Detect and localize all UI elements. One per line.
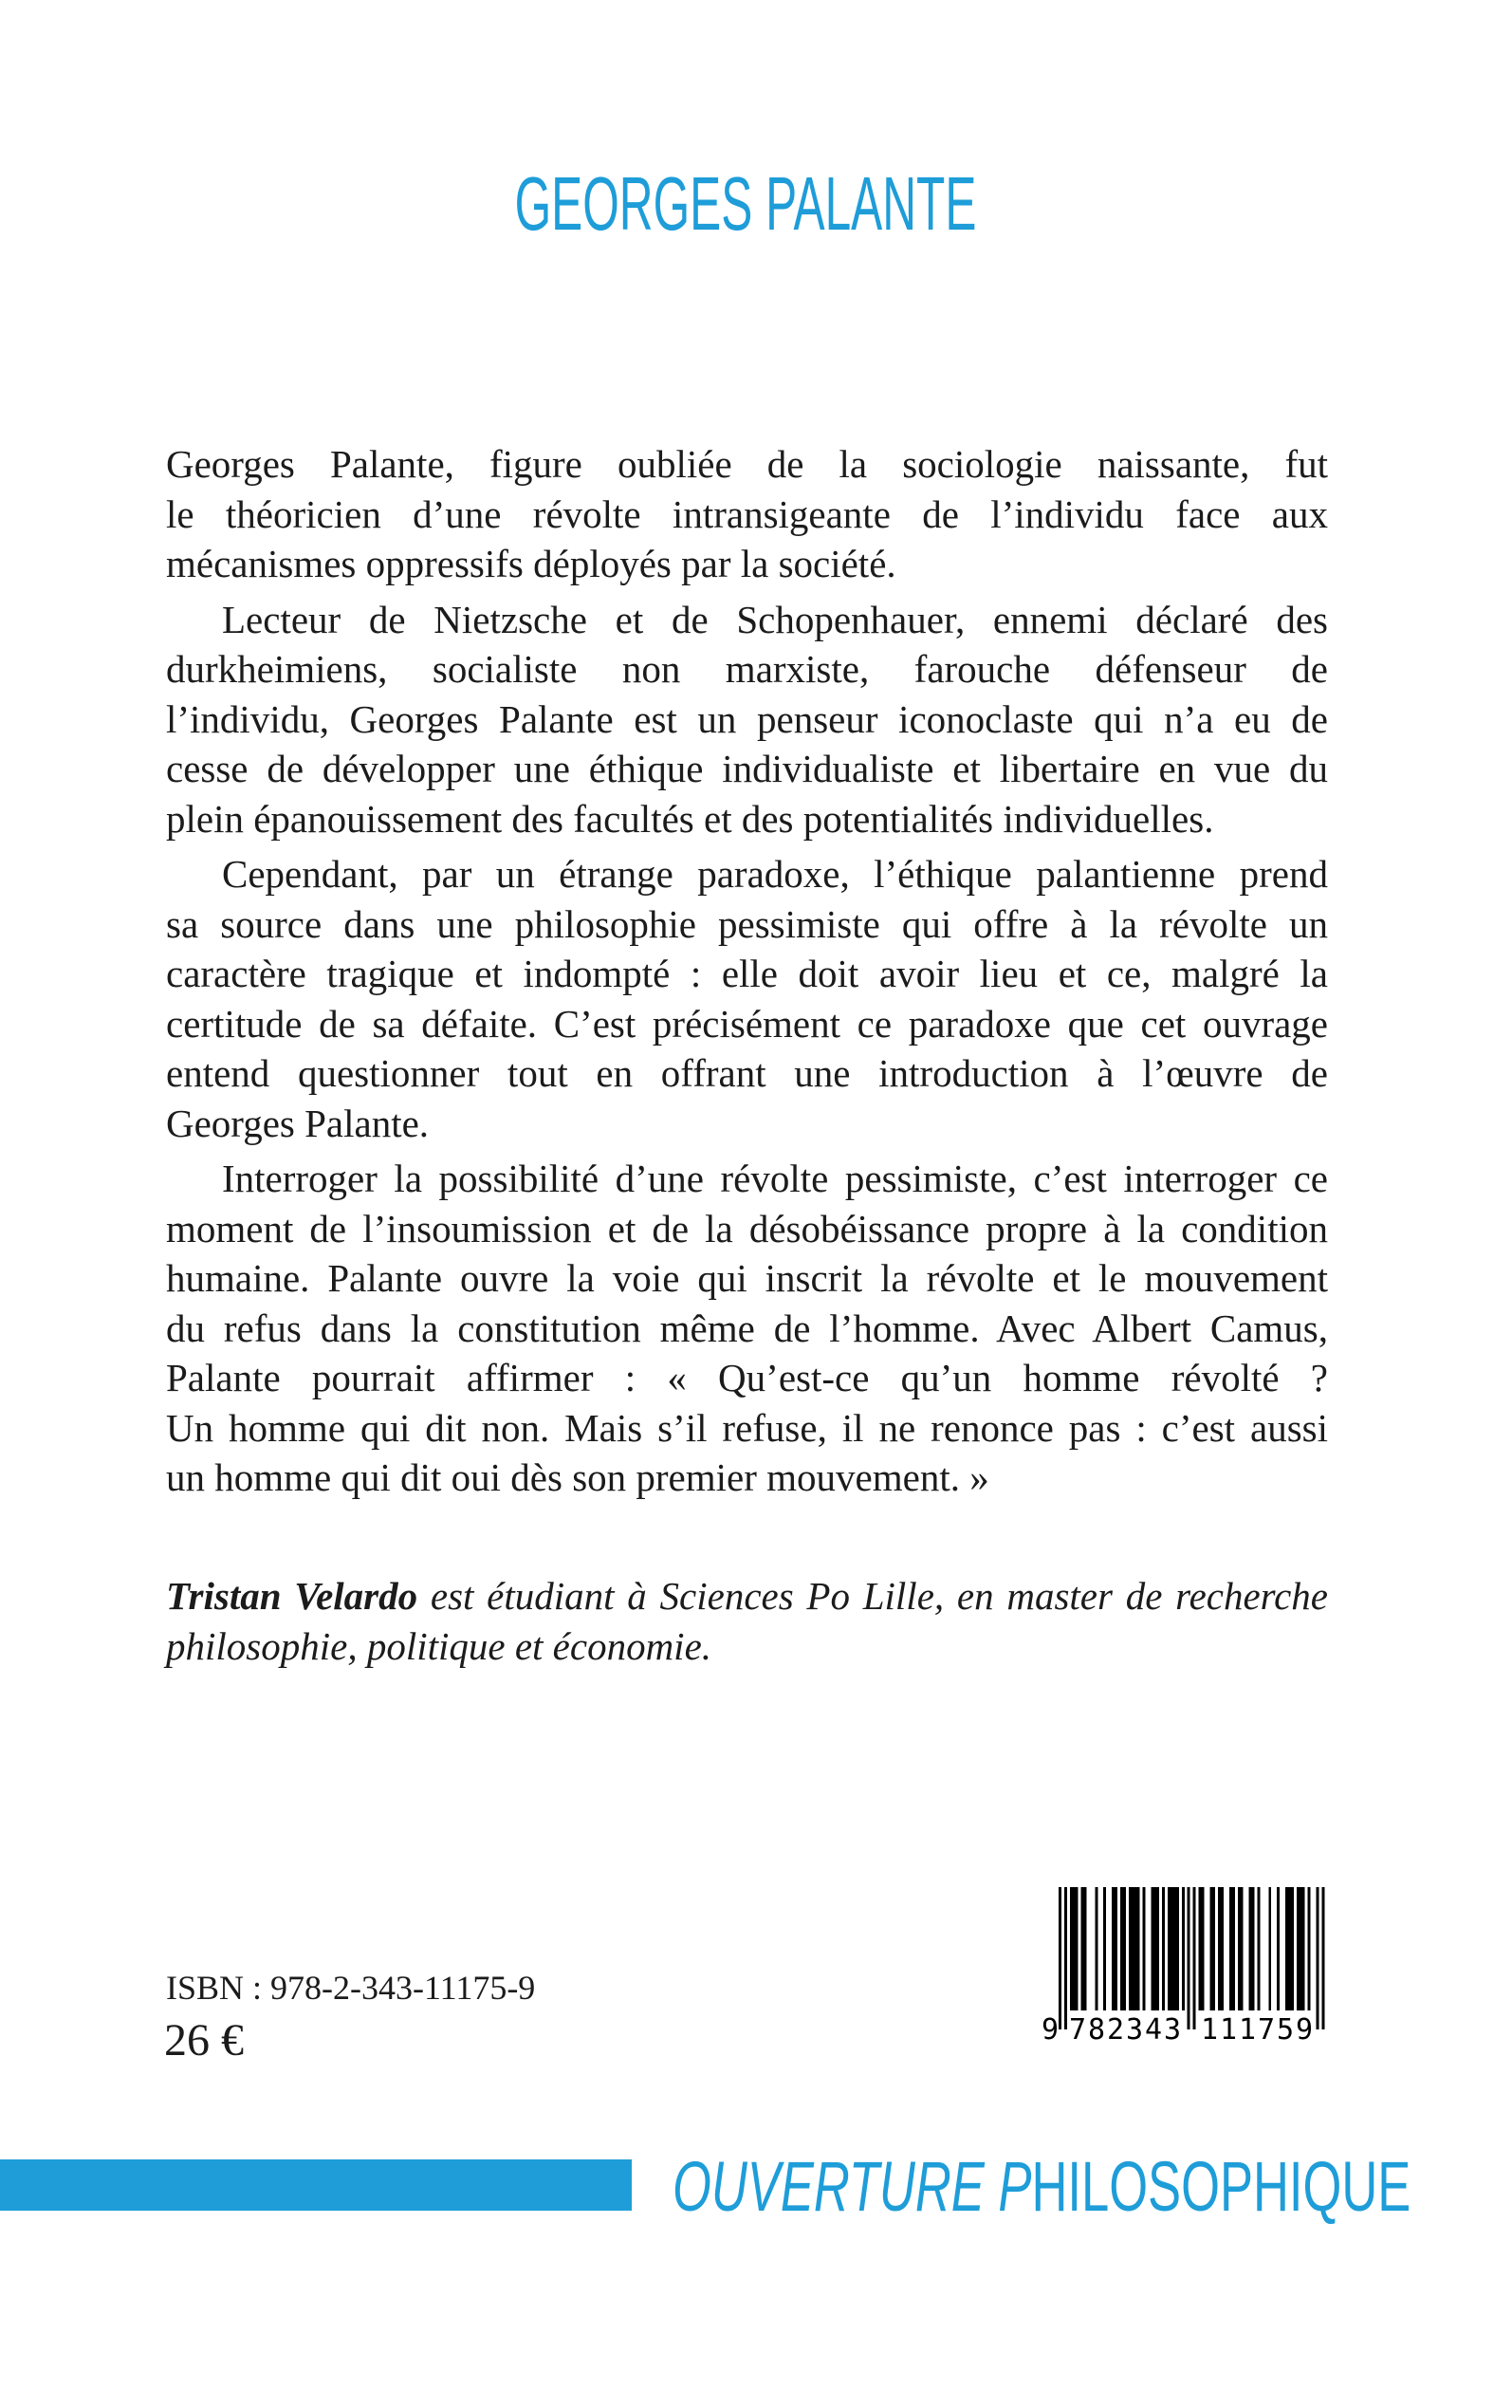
barcode-bar [1103, 1887, 1106, 2010]
series-color-band [0, 2159, 632, 2211]
barcode-bar [1229, 1887, 1235, 2010]
barcode-guard-bar [1064, 1887, 1067, 2029]
paragraph [166, 595, 1328, 844]
barcode-digits-left: 782343 [1069, 2013, 1181, 2045]
barcode-bars [1059, 1887, 1324, 2029]
text-line: Georges Palante, figure oubliée de la sociologie naissante, fut [166, 442, 1328, 486]
barcode-bar [1120, 1887, 1126, 2010]
series-word-rest: HILOSOPHIQUE [1031, 2147, 1411, 2226]
barcode-bar [1070, 1887, 1079, 2010]
barcode-bar [1268, 1887, 1271, 2010]
text-line: humaine. Palante ouvre la voie qui inscrit la révolte et le mouvement [166, 1256, 1328, 1300]
price: 26 € [164, 2015, 244, 2065]
barcode-bar [1112, 1887, 1117, 2010]
barcode-bar [1285, 1887, 1294, 2010]
barcode-bar [1129, 1887, 1140, 2010]
barcode-guard-bar [1193, 1887, 1196, 2029]
text-line: cesse de développer une éthique individualiste et libertaire en vue du [166, 747, 1328, 790]
text-line: moment de l’insoumission et de la désobéissance propre à la condition [166, 1206, 1328, 1250]
barcode-digit-leading: 9 [1042, 2013, 1060, 2045]
barcode-digits-right: 111759 [1201, 2013, 1313, 2045]
author-note-line [166, 1571, 1328, 1621]
author-note [166, 1571, 1328, 1671]
text-line: Interroger la possibilité d’une révolte pessimiste, c’est interroger ce [222, 1157, 1328, 1200]
description-text [166, 439, 1328, 1503]
barcode [1036, 1887, 1332, 2045]
text-line: Un homme qui dit non. Mais s’il refuse, il ne renonce pas : c’est aussi [166, 1405, 1328, 1450]
barcode-bar [1297, 1887, 1305, 2010]
series-title [673, 2147, 1411, 2226]
barcode-bar [1095, 1887, 1097, 2010]
barcode-guard-bar [1188, 1887, 1190, 2029]
barcode-bar [1151, 1887, 1159, 2010]
text-line: un homme qui dit oui dès son premier mouvement. » [166, 1455, 989, 1499]
barcode-bar [1257, 1887, 1260, 2010]
barcode-guard-bar [1321, 1887, 1324, 2029]
barcode-bar [1081, 1887, 1087, 2010]
paragraph [166, 849, 1328, 1148]
text-line: du refus dans la constitution même de l’homme. Avec Albert Camus, [166, 1306, 1328, 1350]
series-word-first: OUVERTURE [673, 2147, 985, 2226]
barcode-bar [1249, 1887, 1255, 2010]
barcode-guard-bar [1316, 1887, 1318, 2029]
barcode-bar [1277, 1887, 1280, 2010]
text-line: mécanismes oppressifs déployés par la société. [166, 542, 896, 585]
text-line: sa source dans une philosophie pessimiste qui offre à la révolte un [166, 901, 1328, 946]
barcode-bar [1308, 1887, 1311, 2010]
isbn: ISBN : 978-2-343-11175-9 [166, 1969, 536, 2007]
paragraph [166, 1154, 1328, 1503]
text-line: durkheimiens, socialiste non marxiste, farouche défenseur de [166, 647, 1328, 691]
author-note-text: est étudiant à Sciences Po Lille, en master de recherche [430, 1574, 1328, 1618]
barcode-bar [1168, 1887, 1179, 2010]
barcode-bar [1182, 1887, 1185, 2010]
text-line: caractère tragique et indompté : elle doit avoir lieu et ce, malgré la [166, 952, 1328, 995]
text-line: certitude de sa défaite. C’est précisément ce paradoxe que cet ouvrage [166, 1001, 1328, 1046]
barcode-bar [1238, 1887, 1244, 2010]
title-block [0, 165, 1512, 250]
text-line: plein épanouissement des facultés et des potentialités individuelles. [166, 796, 1214, 841]
series-word-space [985, 2147, 999, 2226]
barcode-bar [1143, 1887, 1146, 2010]
text-line: le théoricien d’une révolte intransigeante de l’individu face aux [166, 491, 1328, 536]
series-word-initial: P [998, 2147, 1032, 2226]
author-name: Tristan Velardo [166, 1574, 418, 1618]
text-line: Palante pourrait affirmer : « Qu’est-ce qu’un homme révolté ? [166, 1356, 1328, 1399]
barcode-bar [1218, 1887, 1224, 2010]
text-line: l’individu, Georges Palante est un penseur iconoclaste qui n’a eu de [166, 696, 1328, 741]
paragraph [166, 439, 1328, 589]
book-title: GEORGES PALANTE [514, 165, 977, 248]
author-note-line: philosophie, politique et économie. [166, 1623, 712, 1668]
barcode-guard-bar [1059, 1887, 1061, 2029]
barcode-bar [1199, 1887, 1205, 2010]
text-line: Cependant, par un étrange paradoxe, l’éthique palantienne prend [222, 852, 1328, 896]
series-logo [673, 2146, 1512, 2226]
text-line: Georges Palante. [166, 1101, 430, 1145]
text-line: Lecteur de Nietzsche et de Schopenhauer, ennemi déclaré des [222, 597, 1328, 641]
barcode-bar [1162, 1887, 1165, 2010]
barcode-bar [1209, 1887, 1215, 2010]
text-line: entend questionner tout en offrant une introduction à l’œuvre de [166, 1051, 1328, 1095]
